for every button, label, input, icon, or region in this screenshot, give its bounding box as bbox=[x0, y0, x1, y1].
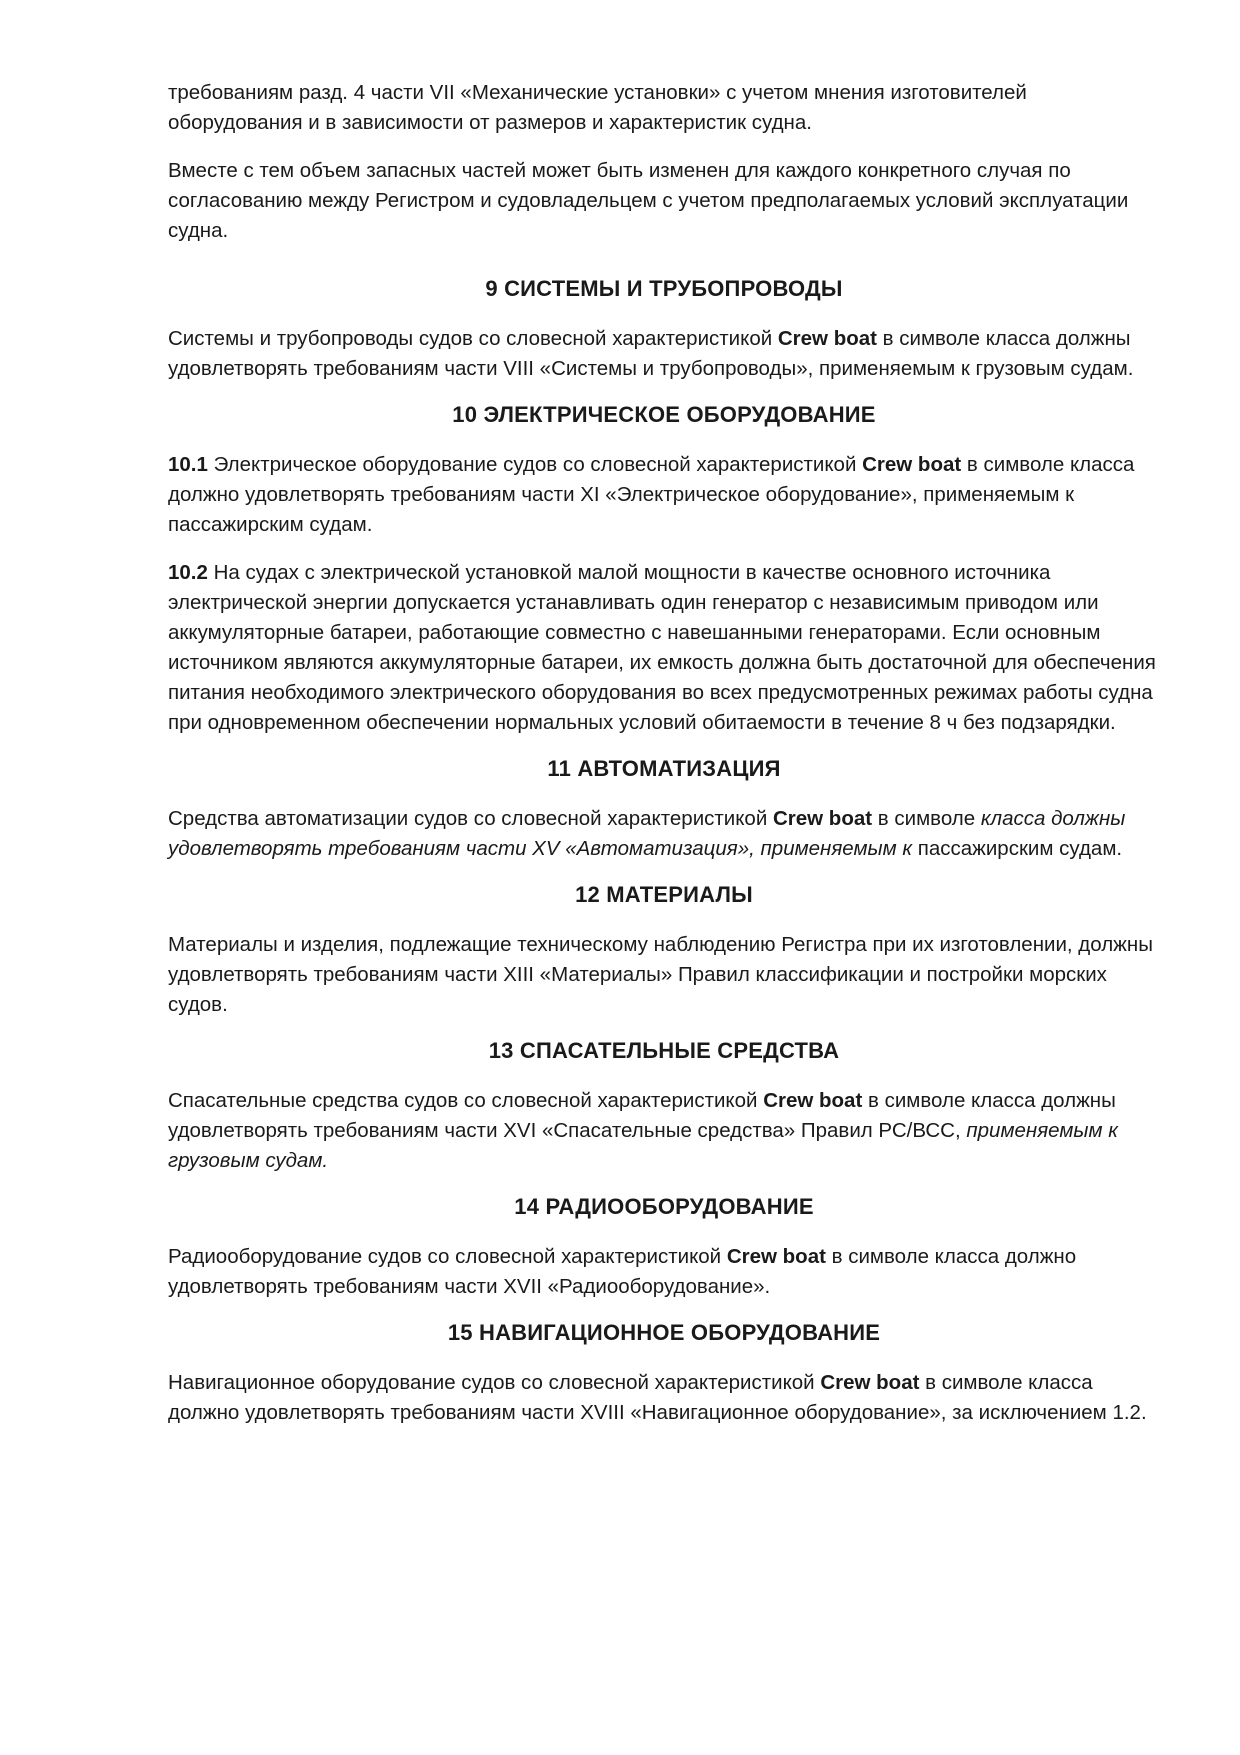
crew-boat-term: Crew boat bbox=[862, 453, 962, 476]
section-15-heading: 15 НАВИГАЦИОННОЕ ОБОРУДОВАНИЕ bbox=[447, 1320, 881, 1345]
intro-paragraph-1: требованиям разд. 4 части VII «Механические установки» с учетом мнения изготовителей оборудования и в зависимости от размеров и характеристик судна. bbox=[168, 81, 1027, 134]
crew-boat-term: Crew boat bbox=[772, 807, 873, 830]
section-14-heading: 14 РАДИООБОРУДОВАНИЕ bbox=[514, 1194, 814, 1219]
section-15-paragraph: Навигационное оборудование судов со словесной характеристикой Crew boat в символе класса должно удовлетворять требованиям части XVIII «Навигационное оборудование», за исключением 1.2. bbox=[168, 1371, 1147, 1424]
clause-number: 10.2 bbox=[168, 561, 208, 584]
section-10-2-paragraph: 10.2 На судах с электрической установкой малой мощности в качестве основного источника электрической энергии допускается устанавливать один генератор с независимым приводом или аккумуляторные батареи, работающие совместно с навешанными генераторами. Если основным источником являются аккумуляторные батареи, их емкость должна быть достаточной для обеспечения питания необходимого электрического оборудования во всех предусмотренных режимах работы судна при одновременном обеспечении нормальных условий обитаемости в течение 8 ч без подзарядки. bbox=[168, 561, 1156, 734]
section-9-heading: 9 СИСТЕМЫ И ТРУБОПРОВОДЫ bbox=[485, 276, 843, 301]
crew-boat-term: Crew boat bbox=[726, 1245, 826, 1268]
section-14-paragraph: Радиооборудование судов со словесной характеристикой Crew boat в символе класса должно удовлетворять требованиям части XVII «Радиооборудование». bbox=[168, 1245, 1077, 1298]
section-13-heading: 13 СПАСАТЕЛЬНЫЕ СРЕДСТВА bbox=[488, 1038, 840, 1063]
crew-boat-term: Crew boat bbox=[820, 1371, 920, 1394]
section-10-heading: 10 ЭЛЕКТРИЧЕСКОЕ ОБОРУДОВАНИЕ bbox=[452, 402, 876, 427]
clause-number: 10.1 bbox=[168, 453, 208, 476]
section-12-heading: 12 МАТЕРИАЛЫ bbox=[575, 882, 753, 907]
section-11-paragraph: Средства автоматизации судов со словесной характеристикой Crew boat в символе класса должны удовлетворять требованиям части XV «Автоматизация», применяемым к пассажирским судам. bbox=[168, 807, 1126, 860]
section-10-1-paragraph: 10.1 Электрическое оборудование судов со словесной характеристикой Crew boat в символе класса должно удовлетворять требованиям части XI «Электрическое оборудование», применяемым к пассажирским судам. bbox=[168, 453, 1135, 536]
crew-boat-term: Crew boat bbox=[763, 1089, 863, 1112]
intro-paragraph-2: Вместе с тем объем запасных частей может быть изменен для каждого конкретного случая по согласованию между Регистром и судовладельцем с учетом предполагаемых условий эксплуатации судна. bbox=[168, 159, 1129, 242]
section-11-heading: 11 АВТОМАТИЗАЦИЯ bbox=[547, 756, 781, 781]
section-12-paragraph: Материалы и изделия, подлежащие техническому наблюдению Регистра при их изготовлении, должны удовлетворять требованиям части XIII «Материалы» Правил классификации и постройки морских судов. bbox=[168, 933, 1153, 1016]
section-9-paragraph: Системы и трубопроводы судов со словесной характеристикой Crew boat в символе класса должны удовлетворять требованиям части VIII «Системы и трубопроводы», применяемым к грузовым судам. bbox=[168, 327, 1134, 380]
crew-boat-term: Crew boat bbox=[777, 327, 877, 350]
section-13-paragraph: Спасательные средства судов со словесной характеристикой Crew boat в символе класса должны удовлетворять требованиям части XVI «Спасательные средства» Правил РС/ВСС, применяемым к грузовым судам. bbox=[168, 1089, 1118, 1172]
